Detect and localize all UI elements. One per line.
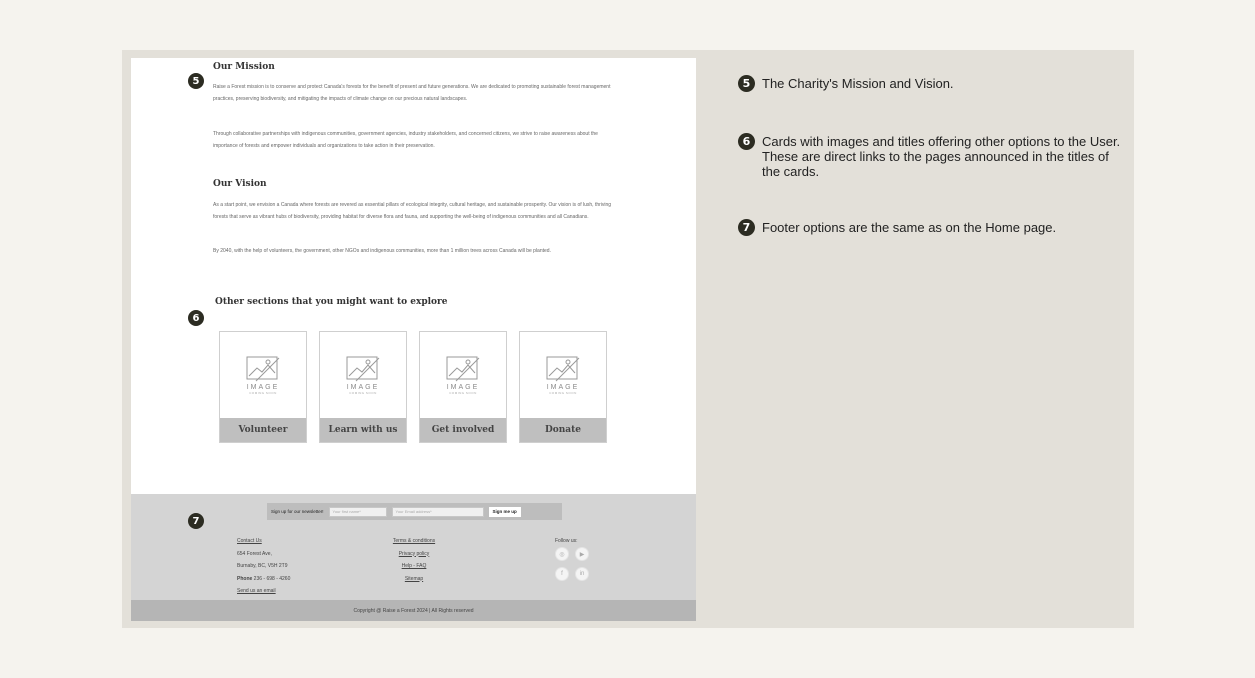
image-placeholder-icon [446, 356, 480, 382]
wireframe-page [131, 58, 696, 621]
newsletter-form [267, 503, 562, 520]
footer-contact-column [237, 535, 290, 598]
card-get-involved[interactable] [419, 331, 507, 443]
card-title: Get involved [420, 418, 506, 442]
card-volunteer[interactable] [219, 331, 307, 443]
email-input[interactable]: Your Email address* [392, 507, 484, 517]
instagram-icon[interactable]: ◎ [555, 547, 569, 561]
note-marker-6: 6 [738, 133, 755, 150]
image-placeholder-icon [346, 356, 380, 382]
mission-paragraph-2: Through collaborative partnerships with indigenous communities, government agencies, industry stakeholders, and concerned citizens, we strive to raise awareness about the importance of forests and empower individuals and organizations to take action in their preservation. [213, 131, 598, 149]
footer-links-column [385, 535, 443, 585]
note-7-text: Footer options are the same as on the Home page. [762, 220, 1057, 235]
vision-heading: Our Vision [213, 179, 267, 189]
vision-paragraph-2: By 2040, with the help of volunteers, the government, other NGOs and indigenous communities, more than 1 million trees across Canada will be planted. [213, 248, 551, 254]
image-placeholder: IMAGE COMING SOON [320, 332, 406, 419]
newsletter-label: Sign up for our newsletter! [271, 509, 324, 514]
first-name-input[interactable]: Your first name* [329, 507, 387, 517]
note-6 [738, 134, 1123, 179]
terms-link[interactable]: Terms & conditions [392, 538, 436, 544]
send-email-link[interactable]: Send us an email [237, 588, 276, 594]
footer-follow-column [555, 535, 578, 548]
sitemap-link[interactable]: Sitemap [404, 575, 424, 582]
note-marker-5: 5 [738, 75, 755, 92]
image-placeholder-icon [246, 356, 280, 382]
marker-6: 6 [188, 310, 204, 326]
contact-us-link[interactable]: Contact Us [237, 538, 262, 544]
note-7 [738, 220, 1123, 235]
card-title: Volunteer [220, 418, 306, 442]
footer [131, 494, 696, 600]
linkedin-icon[interactable]: in [575, 567, 589, 581]
image-placeholder: IMAGE COMING SOON [420, 332, 506, 419]
card-learn-with-us[interactable] [319, 331, 407, 443]
phone-line [237, 573, 290, 586]
explore-heading: Other sections that you might want to explore [215, 297, 448, 307]
vision-paragraph-1: As a start point, we envision a Canada where forests are revered as essential pillars of ecological integrity, cultural heritage, and sustainable prosperity. Our vision is of lush, thriving forests that serve as vibrant hubs of biodiversity, providing habitat for diverse flora and fauna, and supporting the well-being of indigenous communities and all Canadians. [213, 202, 612, 220]
phone-number: 236 - 698 - 4260 [253, 575, 291, 582]
youtube-icon[interactable]: ▶ [575, 547, 589, 561]
note-marker-7: 7 [738, 219, 755, 236]
mission-heading: Our Mission [213, 62, 275, 72]
marker-5: 5 [188, 73, 204, 89]
note-5-text: The Charity's Mission and Vision. [762, 76, 954, 91]
image-placeholder: IMAGE COMING SOON [220, 332, 306, 419]
card-title: Donate [520, 418, 606, 442]
marker-7: 7 [188, 513, 204, 529]
help-faq-link[interactable]: Help - FAQ [401, 563, 427, 569]
image-placeholder-icon [546, 356, 580, 382]
copyright-bar [131, 600, 696, 621]
note-5 [738, 76, 1123, 91]
image-placeholder: IMAGE COMING SOON [520, 332, 606, 419]
facebook-icon[interactable]: f [555, 567, 569, 581]
follow-label: Follow us: [555, 538, 578, 544]
privacy-link[interactable]: Privacy policy [398, 550, 430, 557]
address-line-1: 654 Forest Ave, [237, 550, 272, 557]
mission-paragraph-1: Raise a Forest mission is to conserve and protect Canada's forests for the benefit of present and future generations. We are dedicated to promoting sustainable forest management practices, preserving biodiversity, and mitigating the impacts of climate change on our precious natural landscapes. [213, 84, 611, 102]
phone-label: Phone [237, 575, 253, 582]
copyright-text: Copyright @ Raise a Forest 2024 | All Rights reserved [353, 607, 474, 614]
address-line-2: Burnaby, BC, V5H 2T9 [237, 563, 288, 569]
note-6-text: Cards with images and titles offering other options to the User. These are direct links to the pages announced in the titles of the cards. [762, 134, 1121, 179]
card-donate[interactable] [519, 331, 607, 443]
card-title: Learn with us [320, 418, 406, 442]
sign-up-button[interactable]: Sign me up [489, 507, 521, 517]
